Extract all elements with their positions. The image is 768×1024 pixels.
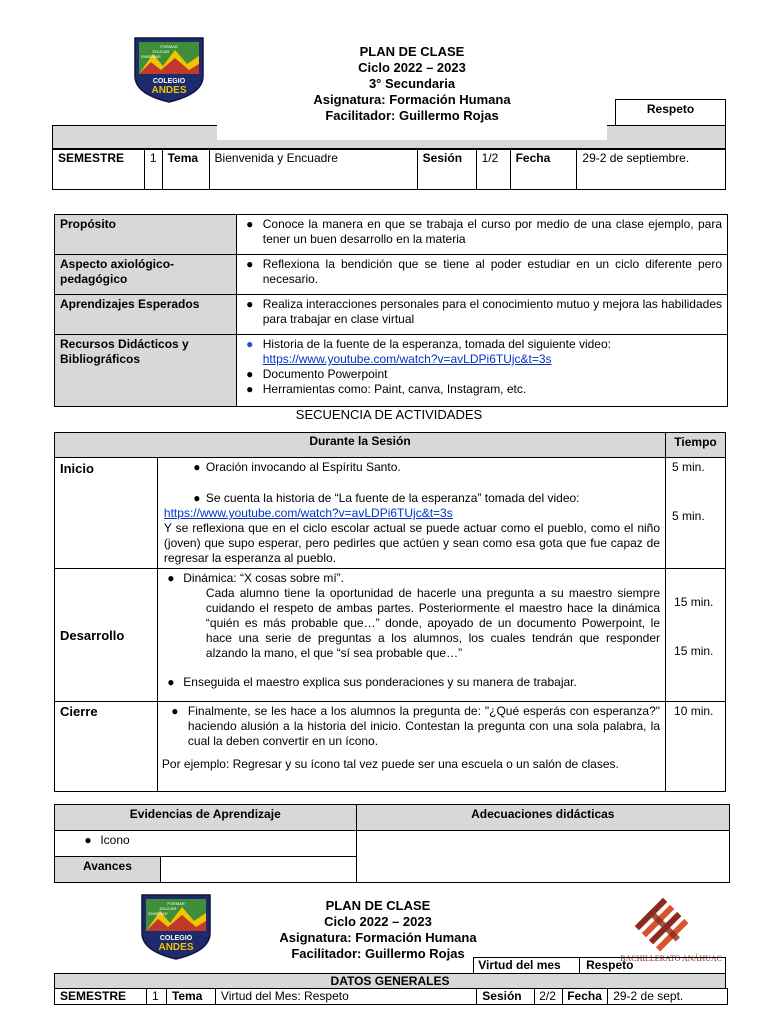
logo-text-andes: ANDES xyxy=(151,85,187,96)
virtud-label: Virtud del mes xyxy=(474,958,580,974)
session-info-table-1 xyxy=(52,148,726,190)
header-2-text xyxy=(217,898,539,961)
cierre-text: Por ejemplo: Regresar y su ícono tal vez puede ser una escuela o un salón de clases. xyxy=(161,757,619,771)
sesion-value: 1/2 xyxy=(476,149,510,190)
session-info-table-2 xyxy=(54,988,728,1005)
semestre-value: 1 xyxy=(144,149,162,190)
plan-facilitator: Facilitador: Guillermo Rojas xyxy=(325,108,499,123)
secuencia-table xyxy=(54,432,726,792)
logo-text-colegio: COLEGIO xyxy=(152,78,186,85)
tiempo-label: Tiempo xyxy=(666,433,726,458)
plan2-cycle: Ciclo 2022 – 2023 xyxy=(324,914,432,929)
secuencia-title: SECUENCIA DE ACTIVIDADES xyxy=(295,407,483,422)
plan-cycle: Ciclo 2022 – 2023 xyxy=(358,60,466,75)
bachillerato-text: BACHILLERATO ANÁHUAC xyxy=(620,954,722,963)
tema-value: Bienvenida y Encuadre xyxy=(209,149,417,190)
fecha2-value: 29-2 de sept. xyxy=(608,989,728,1005)
header-table-2 xyxy=(54,957,726,989)
virtue-value: Respeto xyxy=(616,100,726,126)
tema2-label: Tema xyxy=(166,989,215,1005)
avances-label: Avances xyxy=(55,857,161,883)
adecuaciones-label: Adecuaciones didácticas xyxy=(356,805,729,831)
logo-text-formar: FORMAR xyxy=(160,44,178,49)
header-1-text xyxy=(217,42,607,140)
proposito-label: Propósito xyxy=(55,215,237,255)
recursos-item-3: ● Herramientas como: Paint, canva, Instagram, etc. xyxy=(246,382,527,396)
aspecto-label: Aspecto axiológico-pedagógico xyxy=(55,255,237,295)
desarrollo-time-2: 15 min. xyxy=(674,644,714,658)
logo-text-ensenar: ENSEÑAR xyxy=(141,54,161,59)
desarrollo-label: Desarrollo xyxy=(55,569,158,702)
inicio-time-2: 5 min. xyxy=(672,509,705,523)
plan2-subject: Asignatura: Formación Humana xyxy=(279,930,477,945)
inicio-label: Inicio xyxy=(55,458,158,569)
semestre-label: SEMESTRE xyxy=(53,149,145,190)
sesion2-label: Sesión xyxy=(477,989,535,1005)
recursos-item-1: ● Historia de la fuente de la esperanza, tomada del siguiente video: https://www.youtube.com/watch?v=avLDPi6TUjc&t=3s xyxy=(246,337,611,366)
desarrollo-item-2: ● Enseguida el maestro explica sus ponderaciones y su manera de trabajar. xyxy=(167,675,577,689)
durante-label: Durante la Sesión xyxy=(55,433,666,458)
logo2-text-formar: FORMAR xyxy=(167,901,185,906)
logo-text-educar: EDUCAR xyxy=(152,49,170,54)
inicio-item-1: ● Oración invocando al Espíritu Santo. xyxy=(193,460,401,474)
fecha2-label: Fecha xyxy=(563,989,608,1005)
logo2-text-colegio: COLEGIO xyxy=(159,935,193,942)
colegio-andes-logo-2 xyxy=(138,893,214,961)
desarrollo-text: Cada alumno tiene la oportunidad de hacerle una pregunta a su maestro siempre cuidando el respeto de ambas partes. Posteriormente el maestro hace la dinámica “quién es más probable que…” donde, apoyado de un documento Powerpoint, le hace una serie de preguntas a los alumnos, los cuales tendrán que responder alzando la mano, el que “sí sea probable que…” xyxy=(205,586,661,660)
sesion2-value: 2/2 xyxy=(535,989,563,1005)
inicio-time-1: 5 min. xyxy=(672,460,705,474)
inicio-text: Y se reflexiona que en el ciclo escolar actual se puede actuar como el pueblo, como el niño (joven) que supo esperar, pero pedirles que actúen y sean como esa gota que fue capaz de regresar la esperanza al pueblo. xyxy=(163,521,661,565)
inicio-item-2: ● Se cuenta la historia de “La fuente de la esperanza” tomada del video: xyxy=(193,491,580,505)
virtud-value: Respeto xyxy=(580,958,726,974)
logo2-text-ensenar: ENSEÑAR xyxy=(148,911,168,916)
cierre-item-1: ● Finalmente, se les hace a los alumnos la pregunta de: "¿Qué esperás con esperanza?" haciendo alusión a la historia del inicio. Contestan la pregunta con una sola palabra, la cual la deben convertir en un ícono. xyxy=(171,704,661,748)
icono-item: ● Icono xyxy=(55,831,357,857)
aprendizajes-label: Aprendizajes Esperados xyxy=(55,295,237,335)
colegio-andes-logo xyxy=(131,36,207,104)
tema-label: Tema xyxy=(162,149,209,190)
aspecto-item: ● Reflexiona la bendición que se tiene al poder estudiar en un ciclo diferente pero necesario. xyxy=(246,257,722,286)
proposito-item: ● Conoce la manera en que se trabaja el curso por medio de una clase ejemplo, para tener un buen desarrollo en la materia xyxy=(246,217,722,246)
recursos-label: Recursos Didácticos y Bibliográficos xyxy=(55,335,237,407)
datos-generales-label: DATOS GENERALES xyxy=(55,974,726,989)
semestre2-value: 1 xyxy=(146,989,166,1005)
plan-subject: Asignatura: Formación Humana xyxy=(313,92,511,107)
info-table xyxy=(54,214,728,407)
inicio-video-link[interactable]: https://www.youtube.com/watch?v=avLDPi6TUjc&t=3s xyxy=(163,506,453,520)
desarrollo-item-1: ● Dinámica: “X cosas sobre mí”. xyxy=(167,571,344,585)
plan-title: PLAN DE CLASE xyxy=(359,44,465,59)
logo2-text-andes: ANDES xyxy=(158,942,194,953)
fecha-label: Fecha xyxy=(510,149,577,190)
sesion-label: Sesión xyxy=(417,149,476,190)
recursos-video-link[interactable]: https://www.youtube.com/watch?v=avLDPi6TUjc&t=3s xyxy=(262,352,552,366)
aprendizajes-item: ● Realiza interacciones personales para el conocimiento mutuo y mejora las habilidades para trabajar en clase virtual xyxy=(246,297,722,326)
plan2-title: PLAN DE CLASE xyxy=(325,898,431,913)
recursos-item-2: ● Documento Powerpoint xyxy=(246,367,388,381)
semestre2-label: SEMESTRE xyxy=(55,989,147,1005)
plan-grade: 3° Secundaria xyxy=(368,76,456,91)
logo2-text-educar: EDUCAR xyxy=(159,906,177,911)
tema2-value: Virtud del Mes: Respeto xyxy=(215,989,476,1005)
cierre-label: Cierre xyxy=(55,702,158,792)
plan2-facilitator: Facilitador: Guillermo Rojas xyxy=(291,946,465,961)
fecha-value: 29-2 de septiembre. xyxy=(577,149,726,190)
evidencias-table xyxy=(54,804,730,883)
cierre-time: 10 min. xyxy=(666,702,726,792)
evidencias-label: Evidencias de Aprendizaje xyxy=(55,805,357,831)
desarrollo-time-1: 15 min. xyxy=(674,595,714,609)
